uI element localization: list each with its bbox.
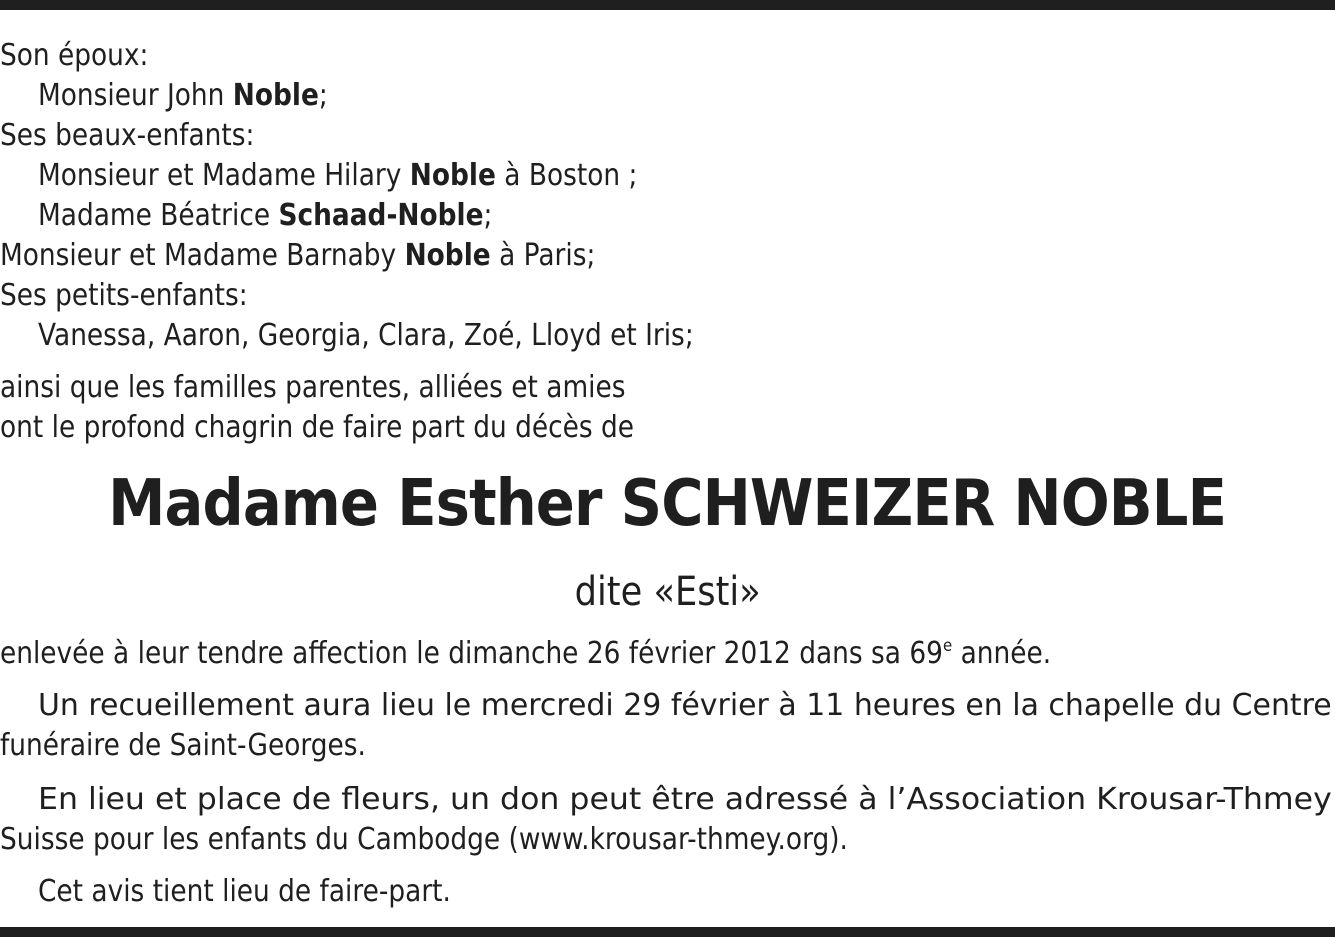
stepchild2-suffix: ; <box>483 198 493 233</box>
stepchild2-surname: Schaad-Noble <box>278 198 484 233</box>
deceased-name-text: Madame Esther SCHWEIZER NOBLE <box>108 467 1227 541</box>
stepchild-line-3 <box>0 236 595 276</box>
bottom-rule <box>0 927 1335 937</box>
spouse-surname: Noble <box>232 78 319 113</box>
spouse-heading: Son époux: <box>0 38 149 73</box>
stepchild1-prefix: Monsieur et Madame Hilary <box>38 158 402 193</box>
deceased-nickname-text: dite «Esti» <box>574 569 761 615</box>
announcement-line-2: ont le profond chagrin de faire part du décès de <box>0 410 635 445</box>
grandchildren-names: Vanessa, Aaron, Georgia, Clara, Zoé, Lloyd et Iris; <box>38 318 694 353</box>
spouse-suffix: ; <box>318 78 328 113</box>
closing-line: Cet avis tient lieu de faire-part. <box>38 874 451 909</box>
ceremony-line-2: funéraire de Saint-Georges. <box>0 728 366 763</box>
ceremony-line-1-text: Un recueillement aura lieu le mercredi 29 février à 11 heures en la chapelle du Centre <box>38 688 1332 723</box>
stepchild3-surname: Noble <box>404 238 491 273</box>
deceased-name <box>0 466 1335 542</box>
death-text: enlevée à leur tendre affection le dimanche 26 février 2012 dans sa 69 <box>0 636 943 671</box>
stepchild1-surname: Noble <box>409 158 496 193</box>
stepchildren-heading: Ses beaux-enfants: <box>0 118 255 153</box>
top-rule <box>0 0 1335 10</box>
stepchild3-prefix: Monsieur et Madame Barnaby <box>0 238 397 273</box>
death-details <box>0 634 1051 674</box>
stepchild3-suffix: à Paris; <box>499 238 596 273</box>
donation-line-1 <box>0 780 1335 820</box>
stepchild2-prefix: Madame Béatrice <box>38 198 271 233</box>
grandchildren-heading: Ses petits-enfants: <box>0 278 248 313</box>
stepchild-line-1 <box>38 156 637 196</box>
stepchild1-suffix: à Boston ; <box>504 158 638 193</box>
ceremony-line-1 <box>0 686 1335 726</box>
spouse-line <box>38 76 328 116</box>
announcement-line-1: ainsi que les familles parentes, alliées et amies <box>0 370 626 405</box>
death-text-end: année. <box>952 636 1052 671</box>
donation-line-2: Suisse pour les enfants du Cambodge (www.krousar-thmey.org). <box>0 822 848 857</box>
spouse-prefix: Monsieur John <box>38 78 225 113</box>
deceased-nickname <box>0 566 1335 618</box>
stepchild-line-2 <box>38 196 492 236</box>
ordinal-suffix: e <box>942 636 953 656</box>
donation-line-1-text: En lieu et place de fleurs, un don peut être adressé à l’Association Krousar-Thmey <box>38 782 1332 817</box>
